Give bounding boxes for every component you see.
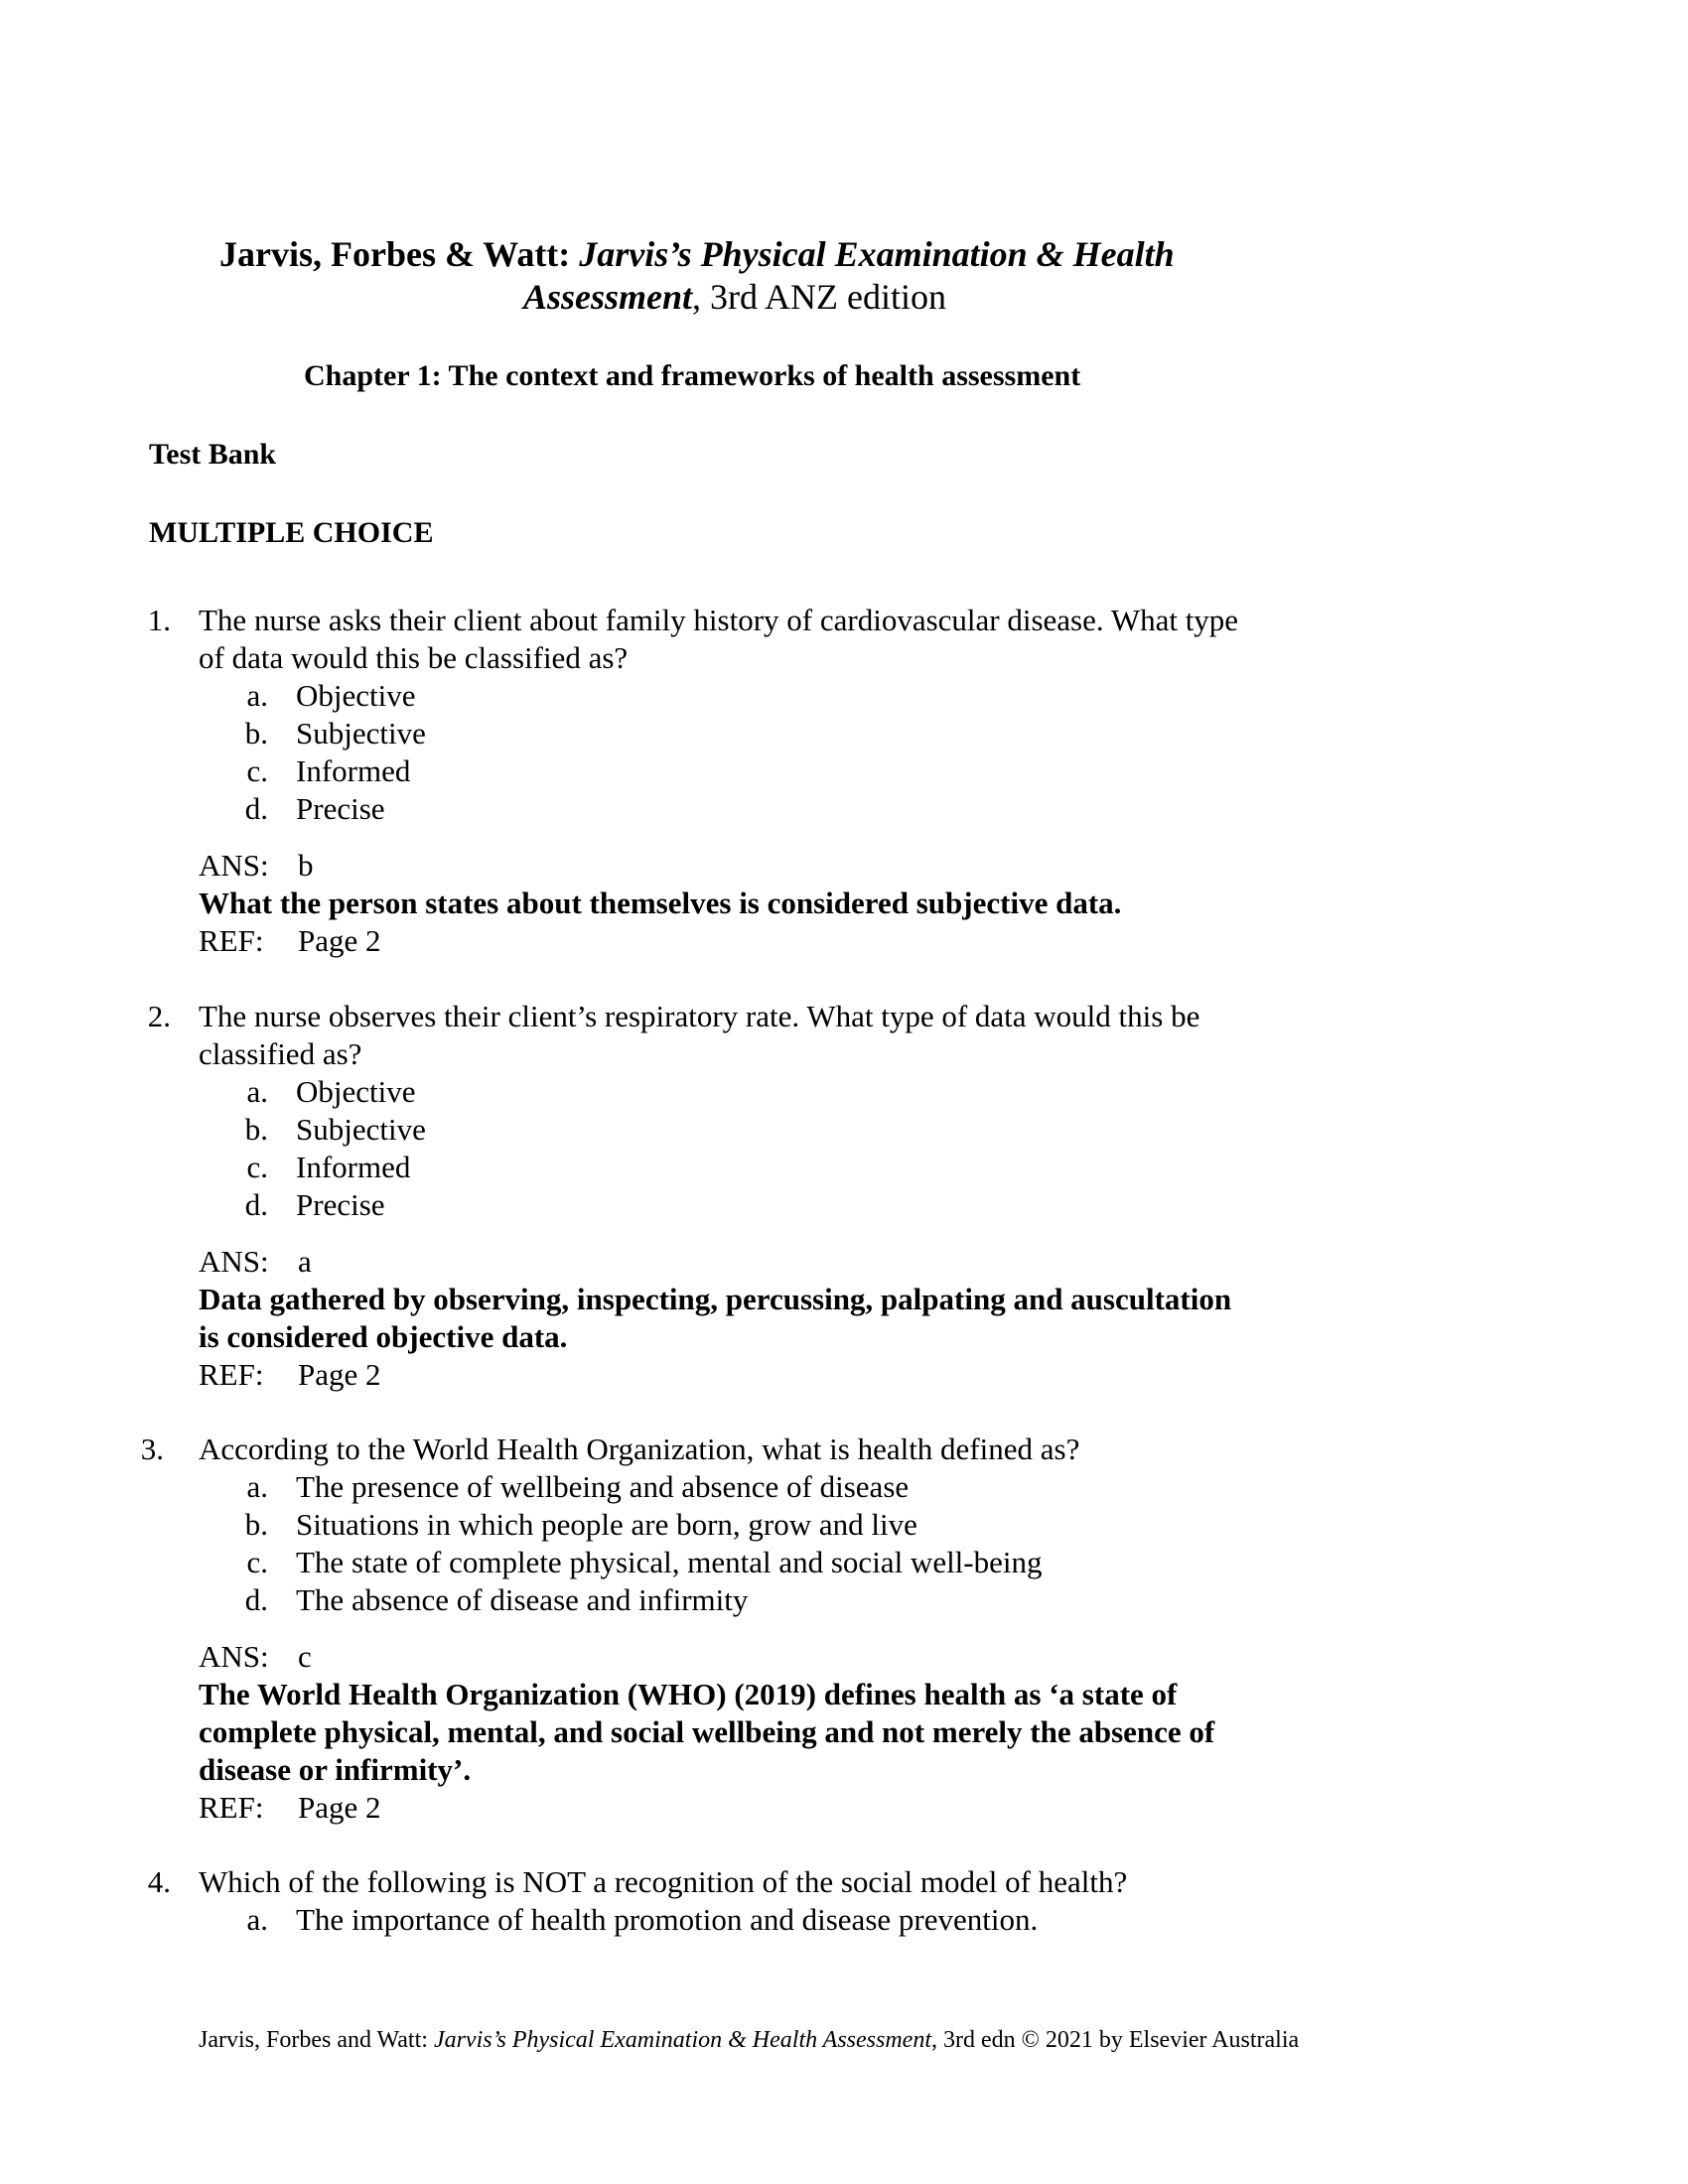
reference-value: Page 2 [298,1357,381,1392]
footer-suffix: , 3rd edn © 2021 by Elsevier Australia [931,2027,1300,2053]
test-bank-heading: Test Bank [149,438,277,471]
book-title-line-1 [219,232,1175,276]
option-text: The presence of wellbeing and absence of disease [296,1469,910,1504]
question-stem: Which of the following is NOT a recognition of the social model of health? [199,1864,1128,1899]
answer-value: c [298,1639,312,1674]
answer-label: ANS: [199,1244,269,1279]
answer-value: a [298,1244,312,1279]
book-title-line-2 [523,275,946,319]
option-text: Objective [296,1074,416,1109]
option-letter: a. [246,1469,268,1504]
page-footer [199,2027,1299,2054]
option-letter: d. [244,1582,268,1617]
reference-line [199,1789,381,1827]
option-letter: d. [244,791,268,826]
reference-line [199,922,381,960]
book-title-continued: Assessment [523,277,693,317]
edition: , 3rd ANZ edition [692,277,947,317]
question-number: 1. [147,603,171,637]
question-stem: The nurse observes their client’s respiratory rate. What type of data would this be [199,999,1200,1033]
option-text: Situations in which people are born, grow and live [296,1507,917,1542]
option-letter: c. [246,753,268,788]
reference-label: REF: [199,923,264,958]
answer-label: ANS: [199,1639,269,1674]
option-letter: b. [244,716,268,751]
rationale: is considered objective data. [199,1319,568,1354]
option-text: The absence of disease and infirmity [296,1582,749,1617]
question-number: 2. [147,999,171,1033]
option-text: Informed [296,753,411,788]
rationale: The World Health Organization (WHO) (2019) defines health as ‘a state of [199,1677,1178,1711]
reference-value: Page 2 [298,923,381,958]
rationale: Data gathered by observing, inspecting, percussing, palpating and auscultation [199,1282,1232,1316]
option-text: The state of complete physical, mental and social well-being [296,1545,1043,1579]
authors: Jarvis, Forbes & Watt: [219,234,571,274]
question-stem: According to the World Health Organization, what is health defined as? [199,1432,1080,1466]
rationale: complete physical, mental, and social wellbeing and not merely the absence of [199,1714,1215,1749]
question-stem: The nurse asks their client about family history of cardiovascular disease. What type [199,603,1239,637]
answer-value: b [298,848,314,883]
book-title: Jarvis’s Physical Examination & Health [579,234,1175,274]
question-stem: classified as? [199,1036,362,1071]
option-letter: a. [246,678,268,713]
footer-prefix: Jarvis, Forbes and Watt: [199,2027,434,2053]
option-text: Objective [296,678,416,713]
option-letter: c. [246,1545,268,1579]
option-letter: b. [244,1507,268,1542]
reference-label: REF: [199,1790,264,1825]
answer-line [199,847,314,885]
answer-line [199,1243,312,1281]
option-letter: d. [244,1187,268,1222]
option-text: The importance of health promotion and disease prevention. [296,1902,1039,1937]
rationale: What the person states about themselves is considered subjective data. [199,886,1122,920]
option-letter: b. [244,1112,268,1147]
option-text: Informed [296,1150,411,1184]
rationale: disease or infirmity’. [199,1752,472,1787]
footer-title: Jarvis’s Physical Examination & Health Assessment [433,2027,931,2053]
chapter-title: Chapter 1: The context and frameworks of health assessment [304,359,1081,392]
question-number: 4. [147,1864,171,1899]
reference-line [199,1356,381,1394]
option-letter: c. [246,1150,268,1184]
section-heading: MULTIPLE CHOICE [149,516,434,549]
reference-value: Page 2 [298,1790,381,1825]
option-letter: a. [246,1074,268,1109]
reference-label: REF: [199,1357,264,1392]
question-stem: of data would this be classified as? [199,640,629,675]
option-text: Precise [296,1187,385,1222]
answer-line [199,1638,312,1676]
question-number: 3. [140,1432,164,1466]
option-text: Precise [296,791,385,826]
option-letter: a. [246,1902,268,1937]
answer-label: ANS: [199,848,269,883]
option-text: Subjective [296,716,426,751]
option-text: Subjective [296,1112,426,1147]
